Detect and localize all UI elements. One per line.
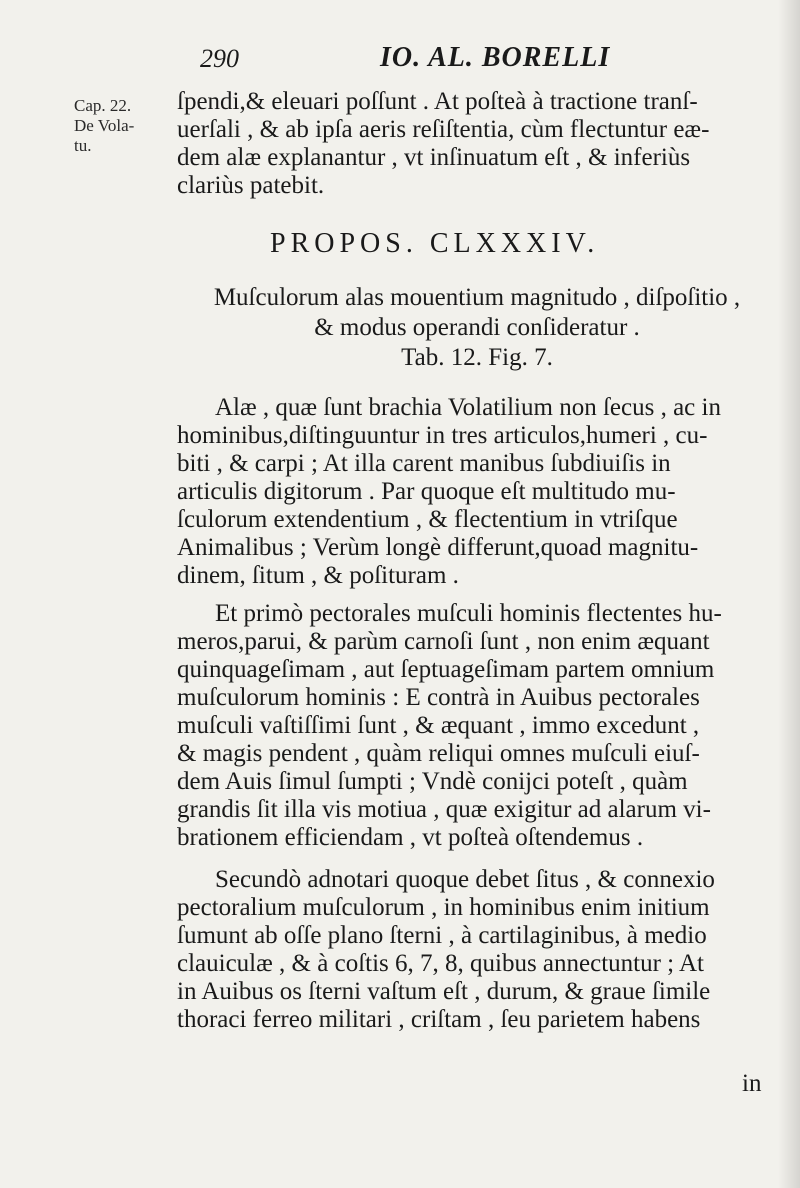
text-line: dinem, ſitum , & poſituram . bbox=[177, 562, 459, 589]
text-line: biti , & carpi ; At illa carent manibus ſubdiuiſis in bbox=[177, 450, 671, 477]
text-line: ſpendi,& eleuari poſſunt . At poſteà à tractione tranſ- bbox=[177, 88, 698, 115]
text-line: muſculorum hominis : E contrà in Auibus pectorales bbox=[177, 684, 700, 711]
proposition-title-line: Muſculorum alas mouentium magnitudo , diſpoſitio , bbox=[213, 284, 741, 311]
text-line: Animalibus ; Verùm longè differunt,quoad magnitu- bbox=[177, 534, 699, 561]
text-line: articulis digitorum . Par quoque eſt multitudo mu- bbox=[177, 478, 676, 505]
text-line: hominibus,diſtinguuntur in tres articulos,humeri , cu- bbox=[177, 422, 708, 449]
paragraph-continuation bbox=[177, 88, 777, 200]
margin-note-line: Cap. 22. bbox=[74, 96, 132, 115]
text-line: ſculorum extendentium , & flectentium in vtriſque bbox=[177, 506, 678, 533]
text-line: Alæ , quæ ſunt brachia Volatilium non ſecus , ac in bbox=[215, 394, 721, 421]
text-line: dem Auis ſimul ſumpti ; Vndè conijci poteſt , quàm bbox=[177, 768, 688, 795]
text-line: thoraci ferreo militari , criſtam , ſeu parietem habens bbox=[177, 1006, 701, 1033]
text-line: uerſali , & ab ipſa aeris reſiſtentia, cùm flectuntur eæ- bbox=[177, 116, 710, 143]
margin-note-line: De Vola- bbox=[74, 116, 135, 135]
text-line: dem alæ explanantur , vt inſinuatum eſt , & inferiùs bbox=[177, 144, 691, 171]
margin-note-line: tu. bbox=[74, 136, 92, 155]
paragraph-situs bbox=[177, 866, 777, 1034]
text-line: quinquageſimam , aut ſeptuageſimam partem omnium bbox=[177, 656, 715, 683]
text-line: grandis ſit illa vis motiua , quæ exigitur ad alarum vi- bbox=[177, 796, 711, 823]
text-line: Secundò adnotari quoque debet ſitus , & connexio bbox=[215, 866, 715, 893]
text-line: brationem efficiendam , vt poſteà oſtendemus . bbox=[177, 824, 644, 851]
text-line: Et primò pectorales muſculi hominis flectentes hu- bbox=[215, 600, 722, 627]
text-line: in Auibus os ſterni vaſtum eſt , durum, & graue ſimile bbox=[177, 978, 711, 1005]
text-line: & magis pendent , quàm reliqui omnes muſculi eiuſ- bbox=[177, 740, 700, 767]
text-line: pectoralium muſculorum , in hominibus enim initium bbox=[177, 894, 710, 921]
proposition-title-line: & modus operandi conſideratur . bbox=[314, 314, 640, 341]
catchword: in bbox=[742, 1070, 762, 1097]
text-line: clariùs patebit. bbox=[177, 172, 325, 199]
page-header bbox=[200, 42, 760, 82]
text-line: meros,parui, & parùm carnoſi ſunt , non enim æquant bbox=[177, 628, 710, 655]
figure-reference: Tab. 12. Fig. 7. bbox=[401, 344, 553, 371]
page-number: 290 bbox=[200, 44, 239, 73]
paragraph-pectorales bbox=[177, 600, 777, 852]
paragraph-wings bbox=[177, 394, 777, 590]
margin-note bbox=[74, 96, 174, 156]
page-edge-shadow bbox=[778, 0, 800, 1188]
text-line: clauiculæ , & à coſtis 6, 7, 8, quibus annectuntur ; At bbox=[177, 950, 705, 977]
text-line: ſumunt ab oſſe plano ſterni , à cartilaginibus, à medio bbox=[177, 922, 707, 949]
proposition-title bbox=[177, 283, 777, 373]
text-line: muſculi vaſtiſſimi ſunt , & æquant , immo excedunt , bbox=[177, 712, 700, 739]
proposition-heading: PROPOS. CLXXXIV. bbox=[270, 228, 600, 259]
running-head: IO. AL. BORELLI bbox=[380, 42, 611, 73]
